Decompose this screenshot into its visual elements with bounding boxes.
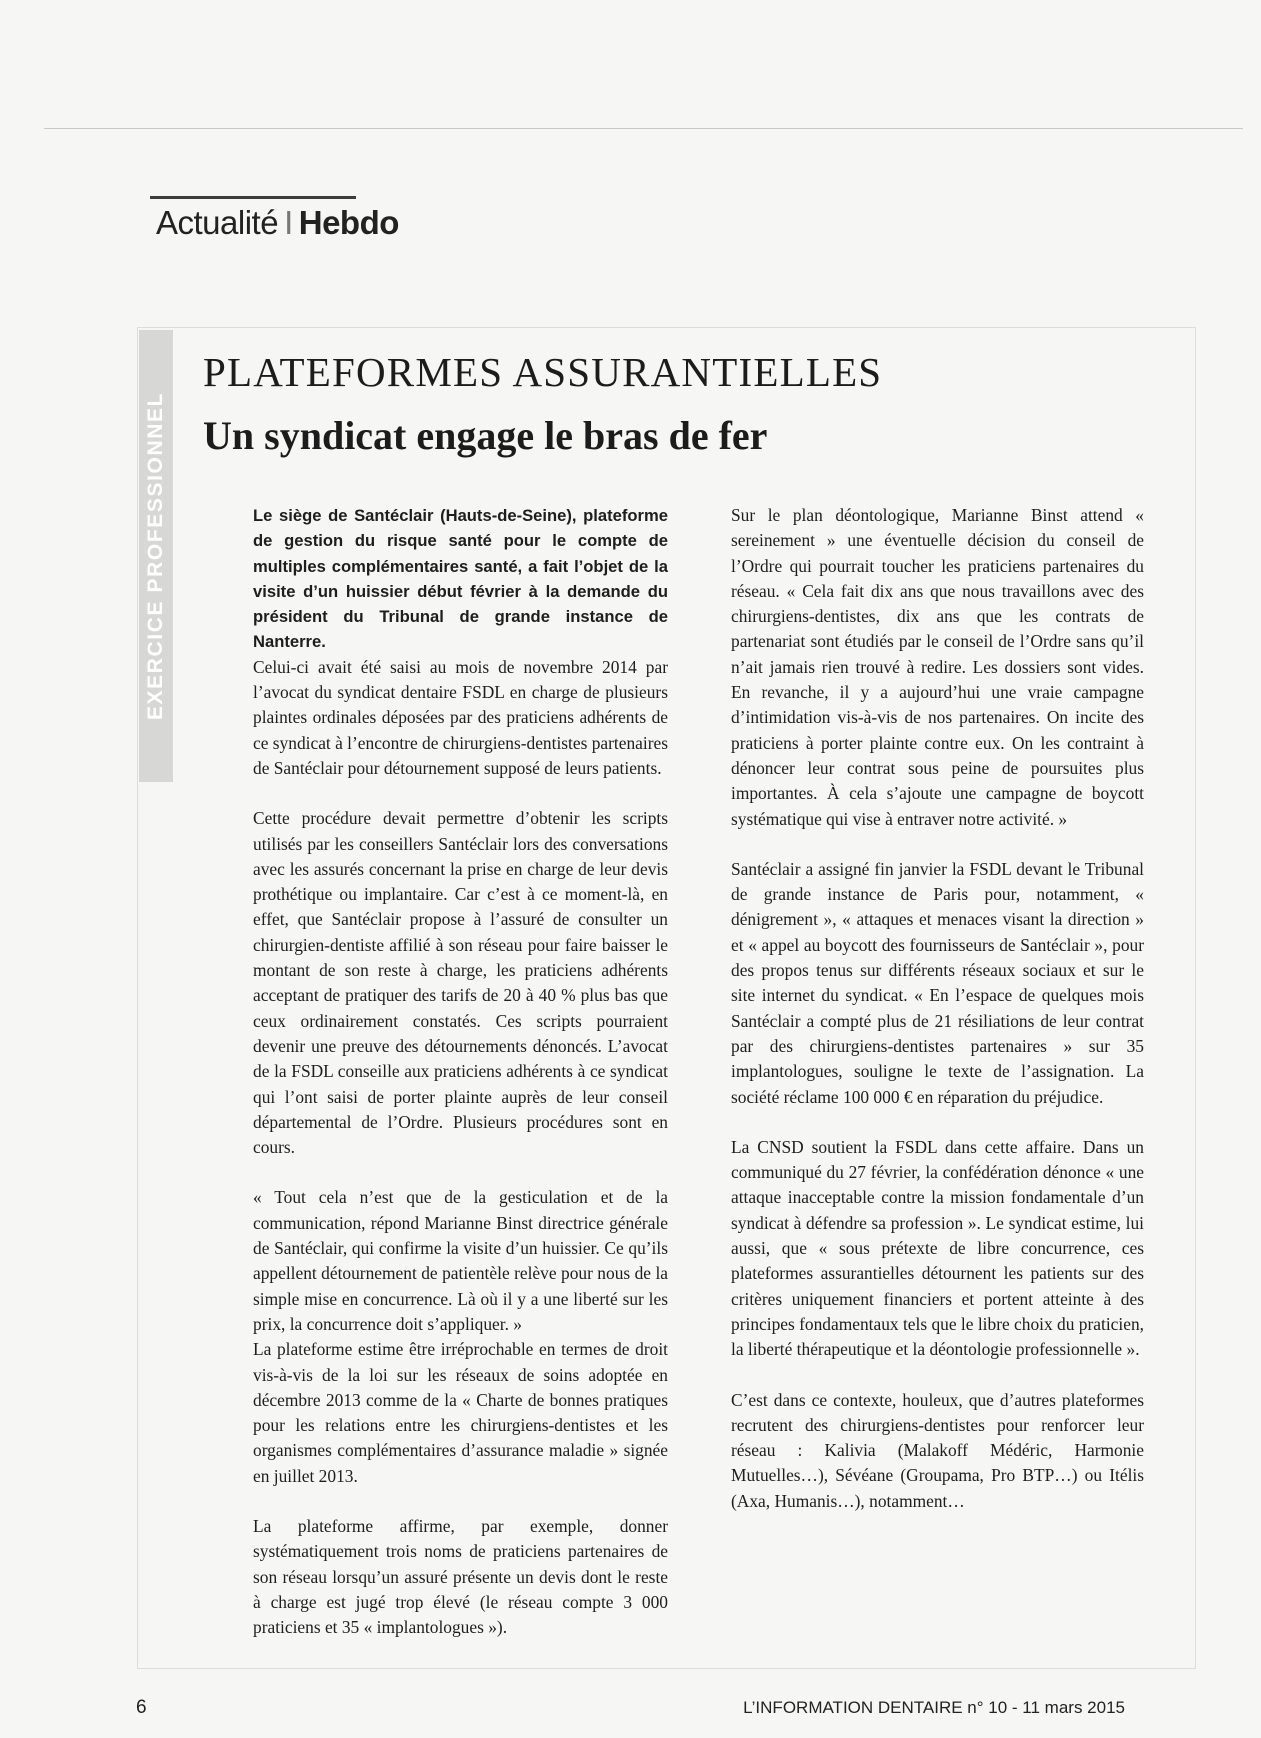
article-lead: Le siège de Santéclair (Hauts-de-Seine), plateforme de gestion du risque santé pour le compte de multiples complémentaires santé, a fait l’objet de la visite d’un huissier début février à la demande du président du Tribunal de grande instance de Nanterre. — [253, 506, 668, 652]
category-label: EXERCICE PROFESSIONNEL — [144, 391, 167, 721]
article-paragraph: Sur le plan déontologique, Marianne Binst attend « sereinement » une éventuelle décision du conseil de l’Ordre qui pourrait toucher les praticiens partenaires du réseau. « Cela fait dix ans que nous travaillons avec des chirurgiens-dentistes, dix ans que les contrats de partenariat sont étudiés par le conseil de l’Ordre sans qu’il n’ait jamais rien trouvé à redire. Les dossiers sont vides. En revanche, il y a aujourd’hui une vraie campagne d’intimidation vis-à-vis de nos partenaires. On incite des praticiens à porter plainte contre eux. On les contraint à dénoncer leur contrat sous peine de poursuites plus importantes. À cela s’ajoute une campagne de boycott systématique qui vise à entraver notre activité. » — [731, 505, 1144, 829]
article-paragraph: « Tout cela n’est que de la gesticulation et de la communication, répond Marianne Binst directrice générale de Santéclair, qui confirme la visite d’un huissier. Ce qu’ils appellent détournement de patientèle relève pour nous de la simple mise en concurrence. Là où il y a une liberté sur les prix, la concurrence doit s’appliquer. » — [253, 1187, 668, 1334]
section-header — [156, 206, 399, 239]
article-paragraph: Cette procédure devait permettre d’obtenir les scripts utilisés par les conseillers Santéclair lors des conversations avec les assurés concernant la prise en charge de leur devis prothétique ou implantaire. Car c’est à ce moment-là, en effet, que Santéclair propose à l’assuré de consulter un chirurgien-dentiste affilié à son réseau pour faire baisser le montant de son reste à charge, les praticiens adhérents acceptant de pratiquer des tarifs de 20 à 40 % plus bas que ceux ordinairement constatés. Ces scripts pourraient devenir une preuve des détournements dénoncés. L’avocat de la FSDL conseille aux praticiens adhérents à ce syndicat qui l’ont saisi de porter plainte auprès de leur conseil départemental de l’Ordre. Plusieurs procédures sont en cours. — [253, 808, 668, 1158]
section-separator: I — [284, 204, 293, 241]
section-rule — [150, 196, 356, 199]
article-paragraph: La plateforme estime être irréprochable en termes de droit vis-à-vis de la loi sur les réseaux de soins adoptée en décembre 2013 comme de la « Charte de bonnes pratiques pour les relations entre les chirurgiens-dentistes et les organismes complémentaires d’assurance maladie » signée en juillet 2013. — [253, 1339, 668, 1486]
article-paragraph: Santéclair a assigné fin janvier la FSDL devant le Tribunal de grande instance de Paris pour, notamment, « dénigrement », « attaques et menaces visant la direction » et « appel au boycott des fournisseurs de Santéclair », pour des propos tenus sur différents réseaux sociaux et sur le site internet du syndicat. « En l’espace de quelques mois Santéclair a compté plus de 21 résiliations de leur contrat par des chirurgiens-dentistes partenaires » sur 35 implantologues, souligne le texte de l’assignation. La société réclame 100 000 € en réparation du préjudice. — [731, 858, 1144, 1107]
article-paragraph: C’est dans ce contexte, houleux, que d’autres plateformes recrutent des chirurgiens-dentistes pour renforcer leur réseau : Kalivia (Malakoff Médéric, Harmonie Mutuelles…), Sévéane (Groupama, Pro BTP…) ou Itélis (Axa, Humanis…), notamment… — [731, 1389, 1144, 1511]
publication-reference: L’INFORMATION DENTAIRE n° 10 - 11 mars 2015 — [743, 1698, 1125, 1717]
article-headline: Un syndicat engage le bras de fer — [203, 413, 768, 458]
article-column-left — [253, 503, 668, 1665]
article-kicker: PLATEFORMES ASSURANTIELLES — [203, 349, 883, 395]
article-column-right — [731, 503, 1144, 1539]
section-label: Actualité — [156, 204, 279, 241]
page-edge-line — [44, 128, 1243, 129]
section-label-bold: Hebdo — [298, 204, 399, 241]
article-paragraph: La plateforme affirme, par exemple, donner systématiquement trois noms de praticiens partenaires de son réseau lorsqu’un assuré présente un devis dont le reste à charge est jugé trop élevé (le réseau compte 3 000 praticiens et 35 « implantologues »). — [253, 1515, 668, 1638]
article-paragraph: La CNSD soutient la FSDL dans cette affaire. Dans un communiqué du 27 février, la confédération dénonce « une attaque inacceptable contre la mission fondamentale d’un syndicat à défendre sa profession ». Le syndicat estime, lui aussi, que « sous prétexte de libre concurrence, ces plateformes assurantielles détournent les patients sur des critères uniquement financiers et portent atteinte à des principes fondamentaux tels que le libre choix du praticien, la liberté thérapeutique et la déontologie professionnelle ». — [731, 1136, 1144, 1360]
page-number: 6 — [136, 1697, 147, 1718]
article-paragraph: Celui-ci avait été saisi au mois de novembre 2014 par l’avocat du syndicat dentaire FSDL en charge de plusieurs plaintes ordinales déposées par des praticiens adhérents de ce syndicat à l’encontre de chirurgiens-dentistes partenaires de Santéclair pour détournement supposé de leurs patients. — [253, 656, 668, 778]
